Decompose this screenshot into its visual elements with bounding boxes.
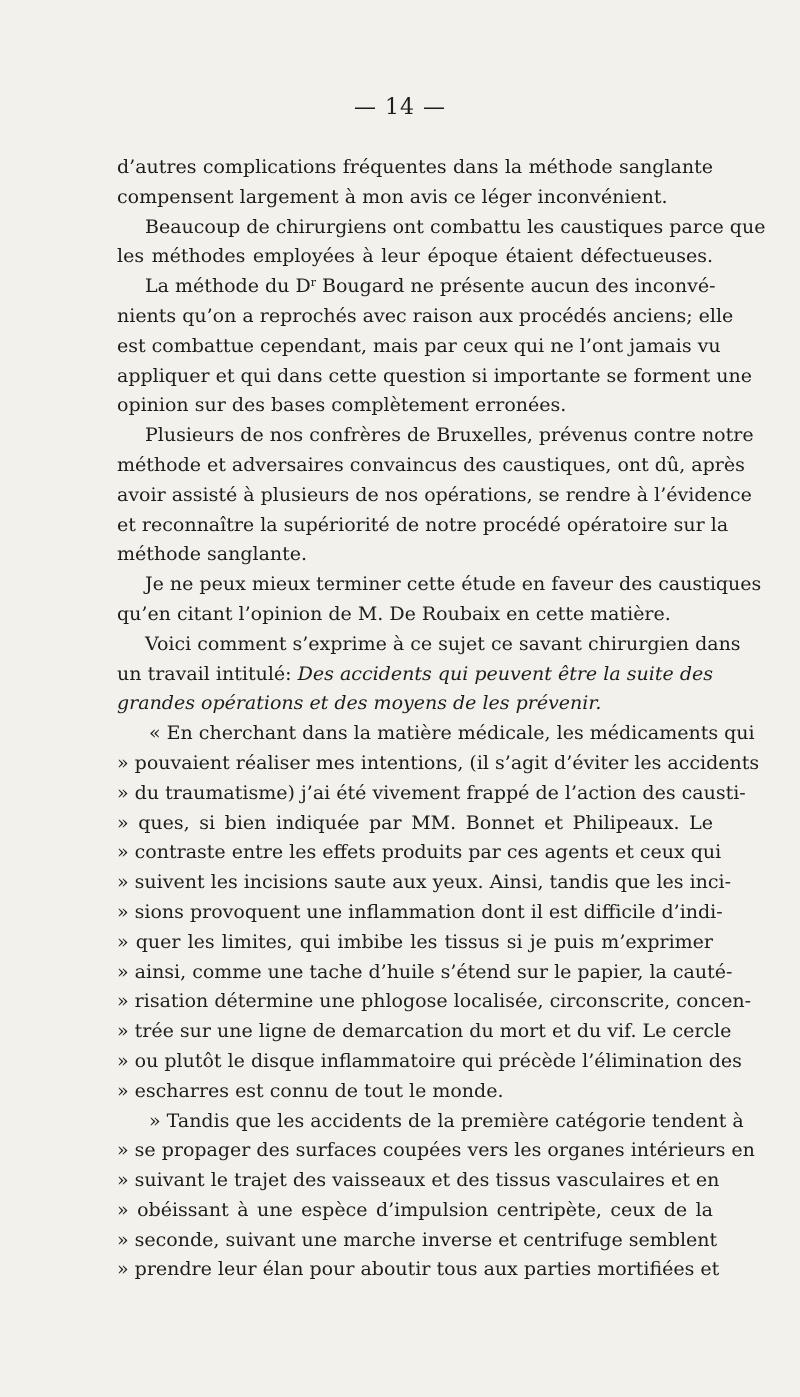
text-fragment: un travail intitulé: [117,662,298,685]
text-line: compensent largement à mon avis ce léger inconvénient. [117,185,668,208]
text-line: qu’en citant l’opinion de M. De Roubaix en cette matière. [117,602,671,625]
text-line: appliquer et qui dans cette question si importante se forment une [117,364,753,387]
body-text [117,153,766,1285]
work-title: grandes opérations et des moyens de les prévenir. [117,692,602,715]
text-line: » ques, si bien indiquée par MM. Bonnet et Philipeaux. Le [117,811,713,834]
work-title: Des accidents qui peuvent être la suite des [297,662,713,685]
text-line: Voici comment s’exprime à ce sujet ce savant chirurgien dans [145,632,741,655]
text-line: Je ne peux mieux terminer cette étude en faveur des caustiques [145,573,762,596]
text-line: » trée sur une ligne de demarcation du mort et du vif. Le cercle [117,1020,732,1043]
text-line: nients qu’on a reprochés avec raison aux procédés anciens; elle [117,304,734,327]
text-line: » pouvaient réaliser mes intentions, (il s’agit d’éviter les accidents [117,751,760,774]
text-line: est combattue cependant, mais par ceux qui ne l’ont jamais vu [117,334,721,357]
text-line: » risation détermine une phlogose localisée, circonscrite, concen- [117,990,752,1013]
text-line: Plusieurs de nos confrères de Bruxelles, prévenus contre notre [145,424,754,447]
text-line: » prendre leur élan pour aboutir tous aux parties mortifiées et [117,1258,720,1281]
text-line: » obéissant à une espèce d’impulsion centripète, ceux de la [117,1198,713,1221]
text-line: » se propager des surfaces coupées vers les organes intérieurs en [117,1139,755,1162]
text-line: » sions provoquent une inflammation dont il est difficile d’indi- [117,900,723,923]
text-line: » escharres est connu de tout le monde. [117,1079,504,1102]
text-line: » contraste entre les effets produits par ces agents et ceux qui [117,841,722,864]
text-line: » suivant le trajet des vaisseaux et des tissus vasculaires et en [117,1169,720,1192]
text-line: opinion sur des bases complètement erronées. [117,394,567,417]
page-number: — 14 — [354,95,446,120]
superscript: r [310,276,316,290]
text-line [117,689,713,719]
text-line: » ainsi, comme une tache d’huile s’étend sur le papier, la cauté- [117,960,733,983]
text-line: » suivent les incisions saute aux yeux. Ainsi, tandis que les inci- [117,871,732,894]
text-line [117,272,716,302]
text-line: méthode et adversaires convaincus des caustiques, ont dû, après [117,453,745,476]
text-line: les méthodes employées à leur époque étaient défectueuses. [117,245,713,268]
text-fragment: La méthode du D [145,275,311,298]
text-line: avoir assisté à plusieurs de nos opérations, se rendre à l’évidence [117,483,752,506]
text-line: « En cherchant dans la matière médicale, les médicaments qui [149,722,755,745]
text-line: et reconnaître la supériorité de notre procédé opératoire sur la [117,513,729,536]
text-line [117,660,713,690]
text-line: » Tandis que les accidents de la première catégorie tendent à [149,1109,744,1132]
text-line: » du traumatisme) j’ai été vivement frappé de l’action des causti- [117,781,746,804]
text-line: » quer les limites, qui imbibe les tissus si je puis m’exprimer [117,930,713,953]
text-line: Beaucoup de chirurgiens ont combattu les caustiques parce que [145,215,766,238]
text-fragment: Bougard ne présente aucun des inconvé- [315,275,716,298]
text-line: méthode sanglante. [117,543,308,566]
text-line: » ou plutôt le disque inflammatoire qui précède l’élimination des [117,1049,742,1072]
text-line: d’autres complications fréquentes dans la méthode sanglante [117,156,713,178]
text-line: » seconde, suivant une marche inverse et centrifuge semblent [117,1228,718,1251]
